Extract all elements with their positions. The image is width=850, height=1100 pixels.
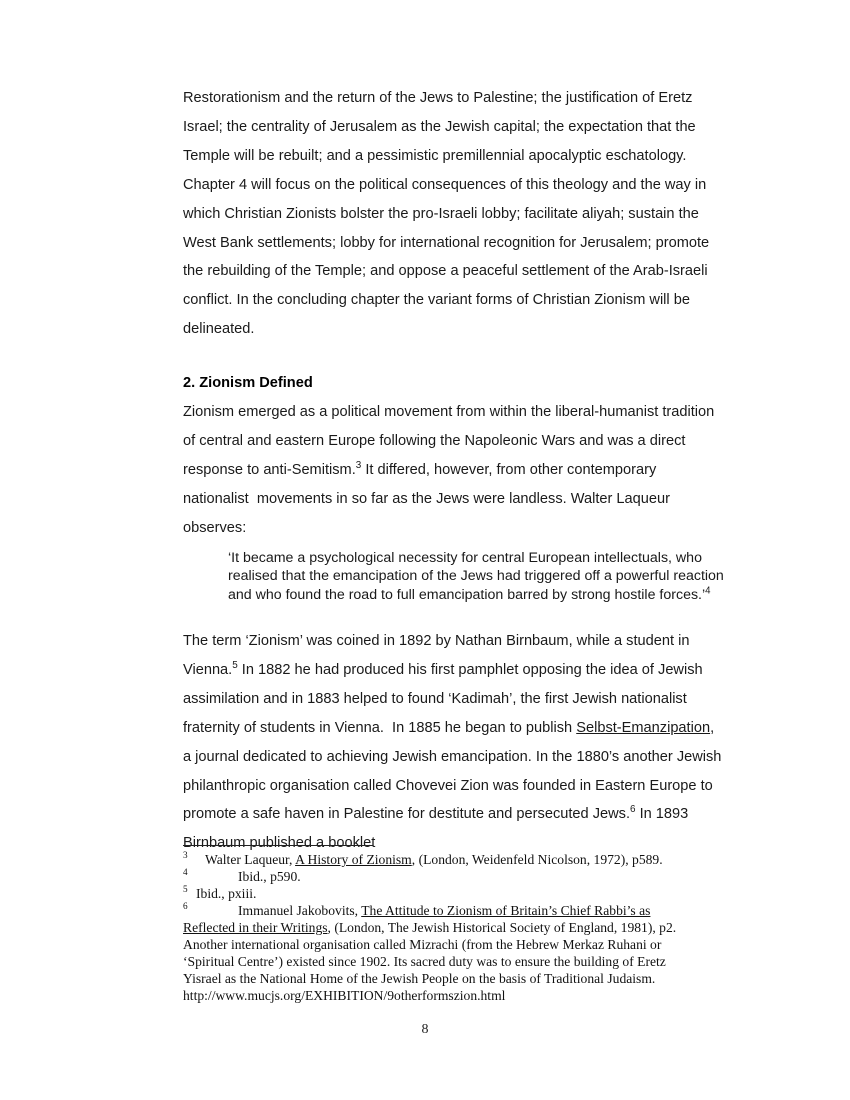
footnote-6-line-5: Yisrael as the National Home of the Jewish People on the basis of Traditional Judaism. bbox=[183, 971, 656, 986]
footnote-6-title-line-2: Reflected in their Writings bbox=[183, 920, 328, 935]
footnote-6-url[interactable]: http://www.mucjs.org/EXHIBITION/9otherformszion.html bbox=[183, 988, 506, 1003]
spacer-after-quote bbox=[183, 605, 725, 627]
block-quotation-laqueur bbox=[228, 549, 728, 605]
body-paragraph-3 bbox=[183, 627, 725, 858]
footnote-section bbox=[183, 845, 728, 1004]
footnote-marker-5[interactable]: 5 bbox=[232, 660, 238, 672]
footnote-5-text: Ibid., pxiii. bbox=[196, 886, 257, 901]
paragraph-3-segment-1: The term ‘Zionism’ was coined in 1892 by Nathan Birnbaum, while a student in Vienna. bbox=[183, 632, 694, 678]
footnote-marker-6[interactable]: 6 bbox=[630, 804, 636, 816]
body-paragraph-1: Restorationism and the return of the Jews to Palestine; the justification of Eretz Israel; the centrality of Jerusalem as the Jewish capital; the expectation that the Temple will be rebuilt; and a pessimistic premillennial apocalyptic eschatology. Chapter 4 will focus on the political consequences of this theology and the way in which Christian Zionists bolster the pro-Israeli lobby; facilitate aliyah; sustain the West Bank settlements; lobby for international recognition for Jerusalem; promote the rebuilding of the Temple; and oppose a peaceful settlement of the Arab-Israeli conflict. In the concluding chapter the variant forms of Christian Zionism will be delineated. bbox=[183, 90, 714, 338]
footnote-separator-rule bbox=[183, 845, 373, 846]
blockquote-text: ‘It became a psychological necessity for central European intellectuals, who realised that the emancipation of the Jews had triggered off a powerful reaction and who found the road to full emancipation barred by strong hostile forces.’ bbox=[228, 549, 728, 604]
paragraph-2-text-before-footnote: Zionism emerged as a political movement from within the liberal-humanist tradition of central and eastern Europe following the Napoleonic Wars and was a direct response to anti-Semitism. bbox=[183, 404, 719, 478]
page-body-content bbox=[183, 84, 728, 858]
footnote-entry-4: $^4$ Ibid., p590. bbox=[183, 867, 301, 884]
section-heading-zionism-defined: 2. Zionism Defined bbox=[183, 375, 313, 392]
footnote-entry-5: $^5$ Ibid., pxiii. bbox=[183, 884, 257, 901]
paragraph-3-segment-2: In 1882 he had produced his first pamphlet opposing the idea of Jewish assimilation and in 1883 helped to found ‘Kadimah’, the first Jewish nationalist fraternity of students in Vienna. In 1885 he began to publish bbox=[183, 661, 707, 736]
footnote-6-title-line-1: The Attitude to Zionism of Britain’s Chief Rabbi’s as bbox=[361, 903, 651, 918]
spacer-before-heading bbox=[183, 344, 725, 369]
footnote-marker-3[interactable]: 3 bbox=[355, 460, 362, 472]
footnote-entry-6: $^6$ Immanuel Jakobovits, The Attitude to Zionism of Britain’s Chief Rabbi’s as bbox=[183, 901, 651, 918]
body-paragraph-2 bbox=[183, 398, 725, 543]
paragraph-3-segment-4: In 1893 Birnbaum published a booklet bbox=[183, 806, 693, 852]
page-number: 8 bbox=[421, 1022, 429, 1037]
footnote-3-text-before: Walter Laqueur, bbox=[205, 852, 296, 867]
footnote-4-text: Ibid., p590. bbox=[238, 869, 301, 884]
footnote-3-book-title: A History of Zionism bbox=[295, 852, 412, 867]
footnote-3-text-after: , (London, Weidenfeld Nicolson, 1972), p589. bbox=[411, 852, 663, 867]
journal-title-selbst-emanzipation: Selbst-Emanzipation bbox=[576, 719, 711, 736]
footnote-6-publication-info: , (London, The Jewish Historical Society of England, 1981), p2. bbox=[327, 920, 677, 935]
footnote-6-line-3: Another international organisation called Mizrachi (from the Hebrew Merkaz Ruhani or bbox=[183, 937, 662, 952]
footnote-marker-4[interactable]: 4 bbox=[705, 585, 711, 597]
footnote-6-line-4: ‘Spiritual Centre’) existed since 1902. Its sacred duty was to ensure the building of Eretz bbox=[183, 954, 666, 969]
footnote-entry-3: $^3$ Walter Laqueur, A History of Zionism, (London, Weidenfeld Nicolson, 1972), p589. bbox=[183, 850, 663, 867]
paragraph-3-segment-3: , a journal dedicated to achieving Jewish emancipation. In the 1880’s another Jewish philanthropic organisation called Chovevei Zion was founded in Eastern Europe to promote a safe haven in Palestine for destitute and persecuted Jews. bbox=[183, 719, 726, 823]
paragraph-2-text-after-footnote: It differed, however, from other contemporary nationalist movements in so far as the Jews were landless. Walter Laqueur observes: bbox=[183, 461, 675, 536]
footnote-6-line-2 bbox=[183, 919, 728, 936]
footnote-6-text-before: Immanuel Jakobovits, bbox=[238, 903, 362, 918]
